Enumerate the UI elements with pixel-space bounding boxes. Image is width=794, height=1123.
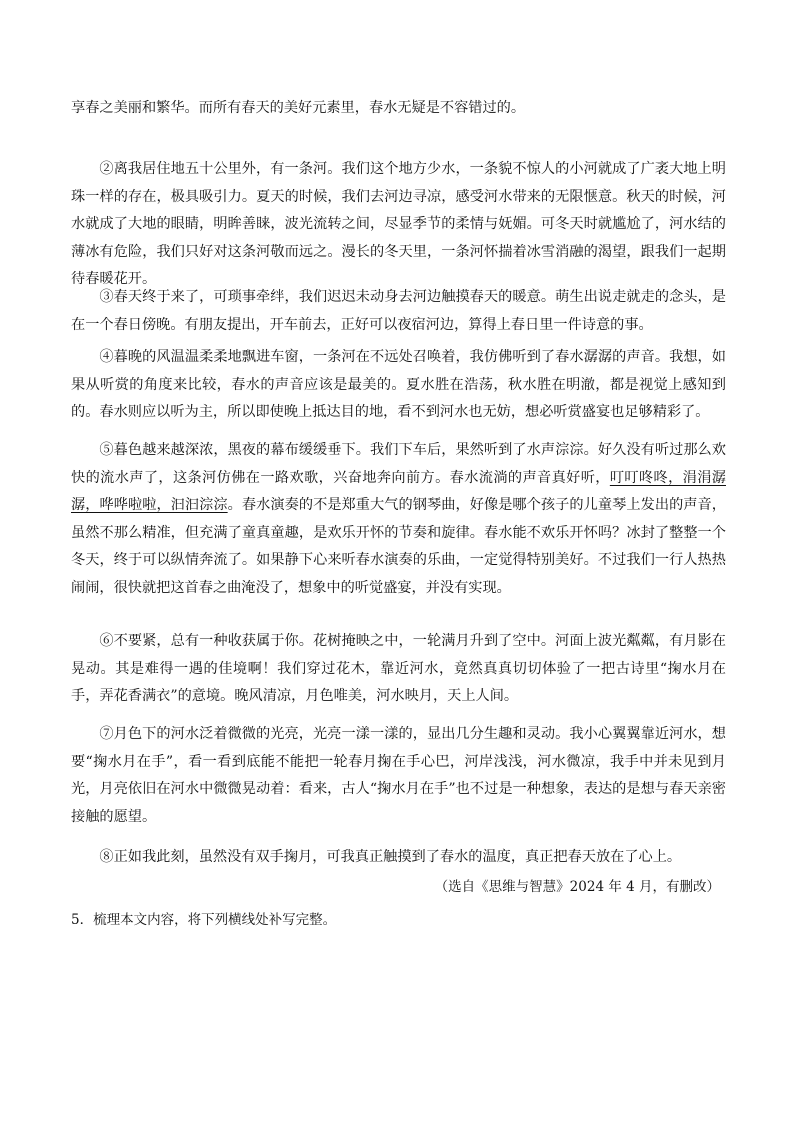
paragraph-4: ④暮晚的风温温柔柔地飘进车窗，一条河在不远处召唤着，我仿佛听到了春水潺潺的声音。我想，如果从听赏的角度来比较，春水的声音应该是最美的。夏水胜在浩荡，秋水胜在明澈，都是视觉上感知到的。春水则应以听为主，所以即使晚上抵达目的地，看不到河水也无妨，想必听赏盛宴也足够精彩了。 xyxy=(71,349,726,420)
paragraph-8: ⑧正如我此刻，虽然没有双手掬月，可我真正触摸到了春水的温度，真正把春天放在了心上。 xyxy=(99,849,682,865)
paragraph-6: ⑥不要紧，总有一种收获属于你。花树掩映之中，一轮满月升到了空中。河面上波光粼粼，有月影在晃动。其是难得一遇的佳境啊！我们穿过花木，靠近河水，竟然真真切切体验了一把古诗里“掬水月在手，弄花香满衣”的意境。晚风清凉，月色唯美，河水映月，天上人间。 xyxy=(71,633,726,704)
paragraph-7: ⑦月色下的河水泛着微微的光亮，光亮一漾一漾的，显出几分生趣和灵动。我小心翼翼靠近河水，想要“掬水月在手”，看一看到底能不能把一轮春月掬在手心巴，河岸浅浅，河水微凉，我手中并未见到月光，月亮依旧在河水中微微晃动着：看来，古人“掬水月在手”也不过是一种想象，表达的是想与春天亲密接触的愿望。 xyxy=(71,726,726,825)
paragraph-5-part-a: ⑤暮色越来越深浓，黑夜的幕布缓缓垂下。我们下车后，果然听到了水声淙淙。好久没有听过那么欢快的流水声了，这条河仿佛在一路欢歌，兴奋地奔向前方。春水流淌的声音真好听， xyxy=(71,442,726,486)
source-citation: （选自《思维与智慧》2024 年 4 月，有删改） xyxy=(434,879,720,895)
paragraph-2: ②离我居住地五十公里外，有一条河。我们这个地方少水，一条貌不惊人的小河就成了广袤大地上明珠一样的存在，极具吸引力。夏天的时候，我们去河边寻凉，感受河水带来的无限惬意。秋天的时候，河水就成了大地的眼睛，明眸善睐，波光流转之间，尽显季节的柔情与妩媚。可冬天时就尴尬了，河水结的薄冰有危险，我们只好对这条河敬而远之。漫长的冬天里，一条河怀揣着冰雪消融的渴望，跟我们一起期待春暖花开。 xyxy=(71,161,726,287)
paragraph-5 xyxy=(71,437,726,602)
paragraph-1-continued: 享春之美丽和繁华。而所有春天的美好元素里，春水无疑是不容错过的。 xyxy=(71,100,526,116)
paragraph-5-part-b: 。春水演奏的不是郑重大气的钢琴曲，好像是哪个孩子的儿童琴上发出的声音，虽然不那么精准，但充满了童真童趣，是欢乐开怀的节奏和旋律。春水能不欢乐开怀吗？冰封了整整一个冬天，终于可以纵情奔流了。如果静下心来听春水演奏的乐曲，一定觉得特别美好。不过我们一行人热热闹闹，很快就把这首春之曲淹没了，想象中的听觉盛宴，并没有实现。 xyxy=(71,497,726,596)
question-5: 5．梳理本文内容，将下列横线处补写完整。 xyxy=(71,912,337,928)
paragraph-3: ③春天终于来了，可琐事牵绊，我们迟迟未动身去河边触摸春天的暖意。萌生出说走就走的念头，是在一个春日傍晚。有朋友提出，开车前去，正好可以夜宿河边，算得上春日里一件诗意的事。 xyxy=(71,289,726,333)
underlined-onomatopoeia: 叮叮咚咚，涓涓潺潺，哗哗啦啦，汩汩淙淙 xyxy=(71,469,726,513)
